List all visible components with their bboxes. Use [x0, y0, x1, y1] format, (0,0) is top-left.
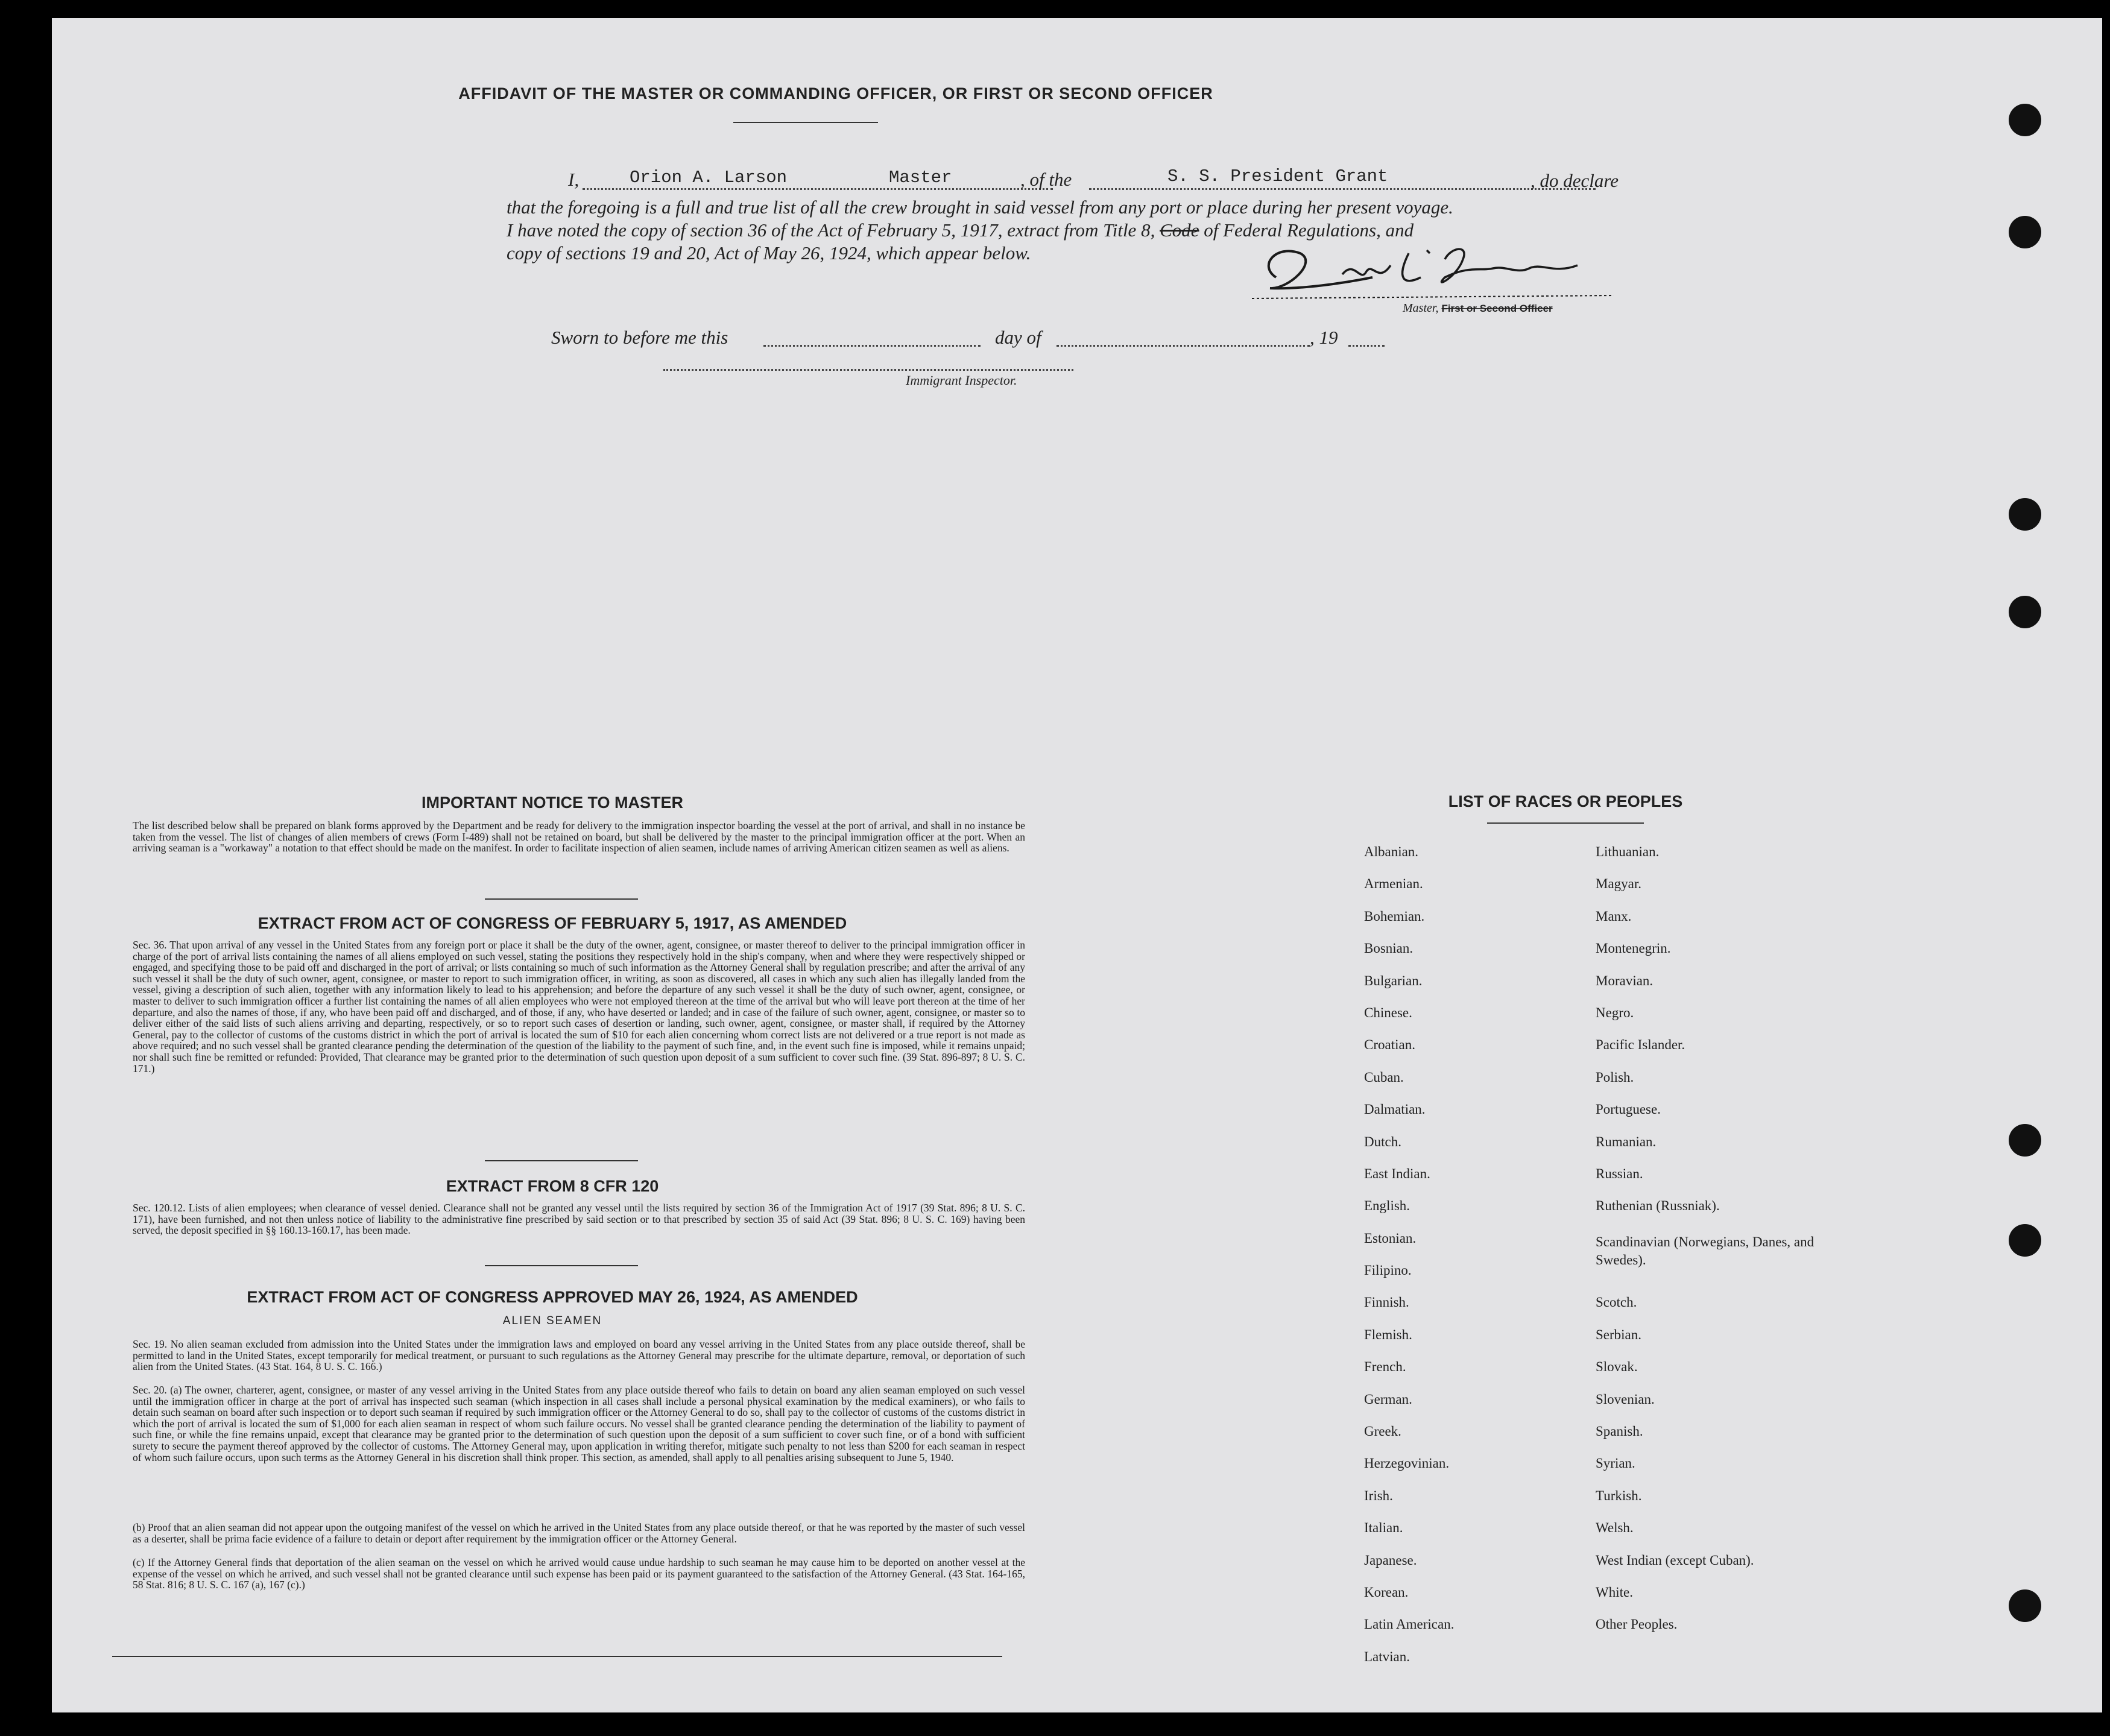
affidavit-line-4: copy of sections 19 and 20, Act of May 26, 1924, which appear below. — [507, 242, 1031, 264]
race-item: Croatian. — [1364, 1037, 1415, 1053]
race-item: Latin American. — [1364, 1617, 1455, 1632]
master-rank: Master — [889, 168, 952, 188]
title-rule — [733, 122, 878, 123]
i-label: I, — [568, 169, 580, 190]
race-item: German. — [1364, 1391, 1412, 1407]
race-item: Italian. — [1364, 1520, 1403, 1536]
binder-hole — [2009, 498, 2041, 531]
sworn-year-line — [1348, 345, 1385, 347]
affidavit-line-3a: I have noted the copy of section 36 of the Act of February 5, 1917, extract from Title 8, — [507, 219, 1155, 241]
affidavit-line-3b: of Federal Regulations, and — [1204, 219, 1414, 241]
race-item: Dutch. — [1364, 1134, 1401, 1149]
binder-hole — [2009, 1589, 2041, 1622]
race-item: English. — [1364, 1198, 1410, 1214]
inspector-signature-line — [663, 369, 1073, 371]
race-item: Rumanian. — [1596, 1134, 1657, 1149]
signature-caption-master: Master, — [1403, 301, 1439, 315]
race-item: Polish. — [1596, 1069, 1634, 1085]
cfr-title: EXTRACT FROM 8 CFR 120 — [446, 1177, 659, 1195]
race-item: Moravian. — [1596, 973, 1654, 988]
cfr-rule — [485, 1265, 638, 1266]
race-item: Turkish. — [1596, 1488, 1642, 1503]
races-left-column — [1364, 844, 1569, 1681]
race-item: Scotch. — [1596, 1295, 1637, 1310]
extract-1917-rule — [485, 1160, 638, 1161]
race-item: Albanian. — [1364, 844, 1419, 859]
do-declare-label: , do declare — [1530, 170, 1619, 191]
name-underline — [583, 188, 1053, 190]
race-item: Chinese. — [1364, 1005, 1412, 1020]
race-item: Finnish. — [1364, 1295, 1409, 1310]
day-of-label: day of — [995, 327, 1041, 348]
race-item: Irish. — [1364, 1488, 1393, 1503]
race-item: French. — [1364, 1359, 1406, 1375]
race-item: Cuban. — [1364, 1069, 1404, 1085]
race-item: Armenian. — [1364, 876, 1423, 892]
race-item: Other Peoples. — [1596, 1617, 1678, 1632]
affidavit-title: AFFIDAVIT OF THE MASTER OR COMMANDING OFFICER, OR FIRST OR SECOND OFFICER — [458, 84, 1213, 103]
race-item: Magyar. — [1596, 876, 1642, 892]
race-item: Korean. — [1364, 1584, 1409, 1600]
race-item: Flemish. — [1364, 1327, 1412, 1342]
race-item: Ruthenian (Russniak). — [1596, 1198, 1720, 1214]
cfr-text: Sec. 120.12. Lists of alien employees; when clearance of vessel denied. Clearance shall not be granted any vessel until the lists required by section 36 of the Immigration Act of 1917 (39 Stat. 896; 8 U. S. C. 171), have been furnished, and not then unless notice of liability to the administrative fine prescribed by said section or to that prescribed by section 35 of said Act (39 Stat. 896; 8 U. S. C. 169) having been served, the deposit specified in §§ 160.13-160.17, has been made. — [133, 1202, 1025, 1237]
sworn-day-line — [763, 345, 981, 347]
affidavit-line-3 — [507, 219, 1414, 241]
race-item: Dalmatian. — [1364, 1102, 1426, 1117]
year-prefix: , 19 — [1310, 327, 1338, 348]
race-item: Russian. — [1596, 1166, 1643, 1181]
notice-rule — [485, 898, 638, 900]
race-item: White. — [1596, 1585, 1633, 1600]
race-item: Manx. — [1596, 908, 1632, 924]
race-item: Latvian. — [1364, 1649, 1410, 1664]
binder-hole — [2009, 1224, 2041, 1257]
signature-caption-struck: First or Second Officer — [1441, 303, 1553, 314]
extract-1917-title: EXTRACT FROM ACT OF CONGRESS OF FEBRUARY 5, 1917, AS AMENDED — [257, 914, 847, 932]
race-item: Negro. — [1596, 1005, 1634, 1020]
race-item: Bosnian. — [1364, 941, 1414, 956]
race-item: Filipino. — [1364, 1263, 1412, 1278]
master-name: Orion A. Larson — [630, 168, 788, 188]
struck-code: Code — [1160, 219, 1199, 241]
race-item: Slovenian. — [1596, 1391, 1655, 1407]
extract-1924-sec19: Sec. 19. No alien seaman excluded from admission into the United States under the immigration laws and employed on board any vessel arriving in the United States from any place outside thereof, shall be permitted to land in the United States, except temporarily for medical treatment, or pursuant to such regulations as the Attorney General may prescribe for the ultimate departure, removal, or deportation of such alien from the United States. (43 Stat. 164, 8 U. S. C. 166.) — [133, 1338, 1025, 1373]
race-item: Japanese. — [1364, 1552, 1417, 1568]
extract-1917-text: Sec. 36. That upon arrival of any vessel in the United States from any foreign port or place it shall be the duty of the owner, agent, consignee, or master thereof to deliver to the principal immigration officer in charge of the port of arrival lists containing the names of all aliens employed on such vessel, stating the positions they respectively hold in the ship's company, when and where they were respectively shipped or engaged, and specifying those to be paid off and discharged in the port of arrival; or lists containing so much of such information as the Attorney General shall by regulation prescribe; and after the arrival of any such vessel it shall be the duty of such owner, agent, consignee, or master to report to such immigration officer, in writing, as soon as discovered, all cases in which any such alien has illegally landed from the vessel, giving a description of such alien, together with any information likely to lead to his apprehension; and before the departure of any such vessel it shall be the duty of such owner, agent, consignee, or master to deliver to such immigration officer a further list containing the names of all alien employees who were not employed thereon at the time of the arrival but who will leave port thereon at the time of her departure, and also the names of those, if any, who have been paid off and discharged, and of those, if any, who have deserted or landed; and in case of the failure of such owner, agent, consignee, or master so to deliver either of the said lists of such aliens arriving and departing, respectively, or so to report such cases of desertion or landing, such owner, agent, consignee, or master shall, if required by the Attorney General, pay to the collector of customs of the customs district in which the port of arrival is located the sum of $10 for each alien concerning whom correct lists are not delivered or a true report is not made as above required; and no such vessel shall be granted clearance pending the determination of the question of the liability to the payment of such fine, and, in the event such fine is imposed, while it remains unpaid; nor shall such fine be remitted or refunded: Provided, That clearance may be granted prior to the determination of such question upon deposit of a sum sufficient to cover such fine. (39 Stat. 896-897; 8 U. S. C. 171.) — [133, 939, 1025, 1075]
race-item: East Indian. — [1364, 1166, 1430, 1181]
extract-1924-title: EXTRACT FROM ACT OF CONGRESS APPROVED MAY 26, 1924, AS AMENDED — [247, 1288, 858, 1306]
binder-hole — [2009, 596, 2041, 628]
race-item: Lithuanian. — [1596, 844, 1660, 859]
sworn-month-line — [1057, 345, 1310, 347]
sworn-label: Sworn to before me this — [551, 327, 728, 348]
signature-caption — [1403, 301, 1553, 315]
race-item: Bulgarian. — [1364, 973, 1423, 988]
race-item: Montenegrin. — [1596, 941, 1671, 956]
races-rule — [1487, 822, 1644, 824]
race-item: Spanish. — [1596, 1424, 1643, 1439]
notice-title: IMPORTANT NOTICE TO MASTER — [422, 794, 683, 812]
race-item: Herzegovinian. — [1364, 1456, 1450, 1471]
race-item: Syrian. — [1596, 1456, 1635, 1471]
race-item: Estonian. — [1364, 1230, 1417, 1246]
inspector-caption: Immigrant Inspector. — [906, 373, 1017, 388]
race-item: Bohemian. — [1364, 908, 1425, 924]
race-item: Pacific Islander. — [1596, 1037, 1685, 1053]
race-item: Greek. — [1364, 1424, 1401, 1439]
vessel-name: S. S. President Grant — [1167, 166, 1388, 186]
race-item: Scandinavian (Norwegians, Danes, and Swedes). — [1596, 1234, 1815, 1267]
of-the-label: , of the — [1020, 169, 1072, 190]
races-title: LIST OF RACES OR PEOPLES — [1448, 792, 1683, 810]
extract-1924-sec20a: Sec. 20. (a) The owner, charterer, agent, consignee, or master of any vessel arriving in the United States from any place outside thereof who fails to detain on board any alien seaman employed on such vessel until the immigration officer in charge at the port of arrival has inspected such seaman (which inspection in all cases shall include a personal physical examination by the medical examiners), or who fails to detain such seaman on board after such inspection or to deport such seaman if required by such immigration officer or the Attorney General to do so, shall pay to the collector of customs of the customs district in which the port of arrival is located the sum of $1,000 for each alien seaman in respect of whom such failure occurs. No vessel shall be granted clearance pending the determination of the liability to payment of such fine, or while the fine remains unpaid, except that clearance may be granted prior to the determination of such question upon the deposit of a sum sufficient to cover such fine, or of a bond with sufficient surety to secure the payment thereof approved by the collector of customs. The Attorney General may, upon application in writing therefor, mitigate such penalty to not less than $200 for each seaman in respect of whom such failure occurs, upon such terms as the Attorney General in his discretion shall think proper. This section, as amended, shall apply to all penalties arising subsequent to June 5, 1940. — [133, 1384, 1025, 1463]
master-signature — [1252, 241, 1674, 308]
races-right-column — [1596, 844, 1909, 1649]
race-item: Serbian. — [1596, 1327, 1642, 1342]
binder-hole — [2009, 216, 2041, 248]
binder-hole — [2009, 104, 2041, 136]
race-item: Portuguese. — [1596, 1102, 1661, 1117]
alien-seamen-subtitle: ALIEN SEAMEN — [502, 1315, 602, 1327]
extract-1924-sec20b: (b) Proof that an alien seaman did not appear upon the outgoing manifest of the vessel on which he arrived in the United States from any place outside thereof, or that he was reported by the master of such vessel as a deserter, shall be prima facie evidence of a failure to detain or deport after requirement by the immigration officer or the Attorney General. — [133, 1521, 1025, 1545]
extract-1924-sec20c: (c) If the Attorney General finds that deportation of the alien seaman on the vessel on which he arrived would cause undue hardship to such seaman he may cause him to be deported on another vessel at the expense of the vessel on which he arrived, and such vessel shall not be granted clearance until such expense has been paid or its payment guaranteed to the satisfaction of the Attorney General. (43 Stat. 164-165, 58 Stat. 816; 8 U. S. C. 167 (a), 167 (c).) — [133, 1556, 1025, 1591]
bottom-rule — [112, 1656, 1002, 1657]
notice-text: The list described below shall be prepared on blank forms approved by the Department and be ready for delivery to the immigration inspector boarding the vessel at the port of arrival, and shall in no instance be taken from the vessel. The list of changes of alien members of crews (Form I-489) shall not be retained on board, but shall be delivered by the master to the principal immigration officer at the port. When an arriving seaman is a "workaway" a notation to that effect should be made on the manifest. In order to facilitate inspection of alien seamen, include names of arriving American citizen seamen as well as aliens. — [133, 819, 1025, 854]
binder-hole — [2009, 1124, 2041, 1157]
document-page — [52, 18, 2102, 1712]
vessel-underline — [1089, 188, 1596, 190]
race-item: Welsh. — [1596, 1520, 1634, 1536]
affidavit-line-2: that the foregoing is a full and true list of all the crew brought in said vessel from any port or place during her present voyage. — [507, 197, 1453, 218]
race-item: West Indian (except Cuban). — [1596, 1552, 1754, 1568]
race-item: Slovak. — [1596, 1359, 1638, 1375]
